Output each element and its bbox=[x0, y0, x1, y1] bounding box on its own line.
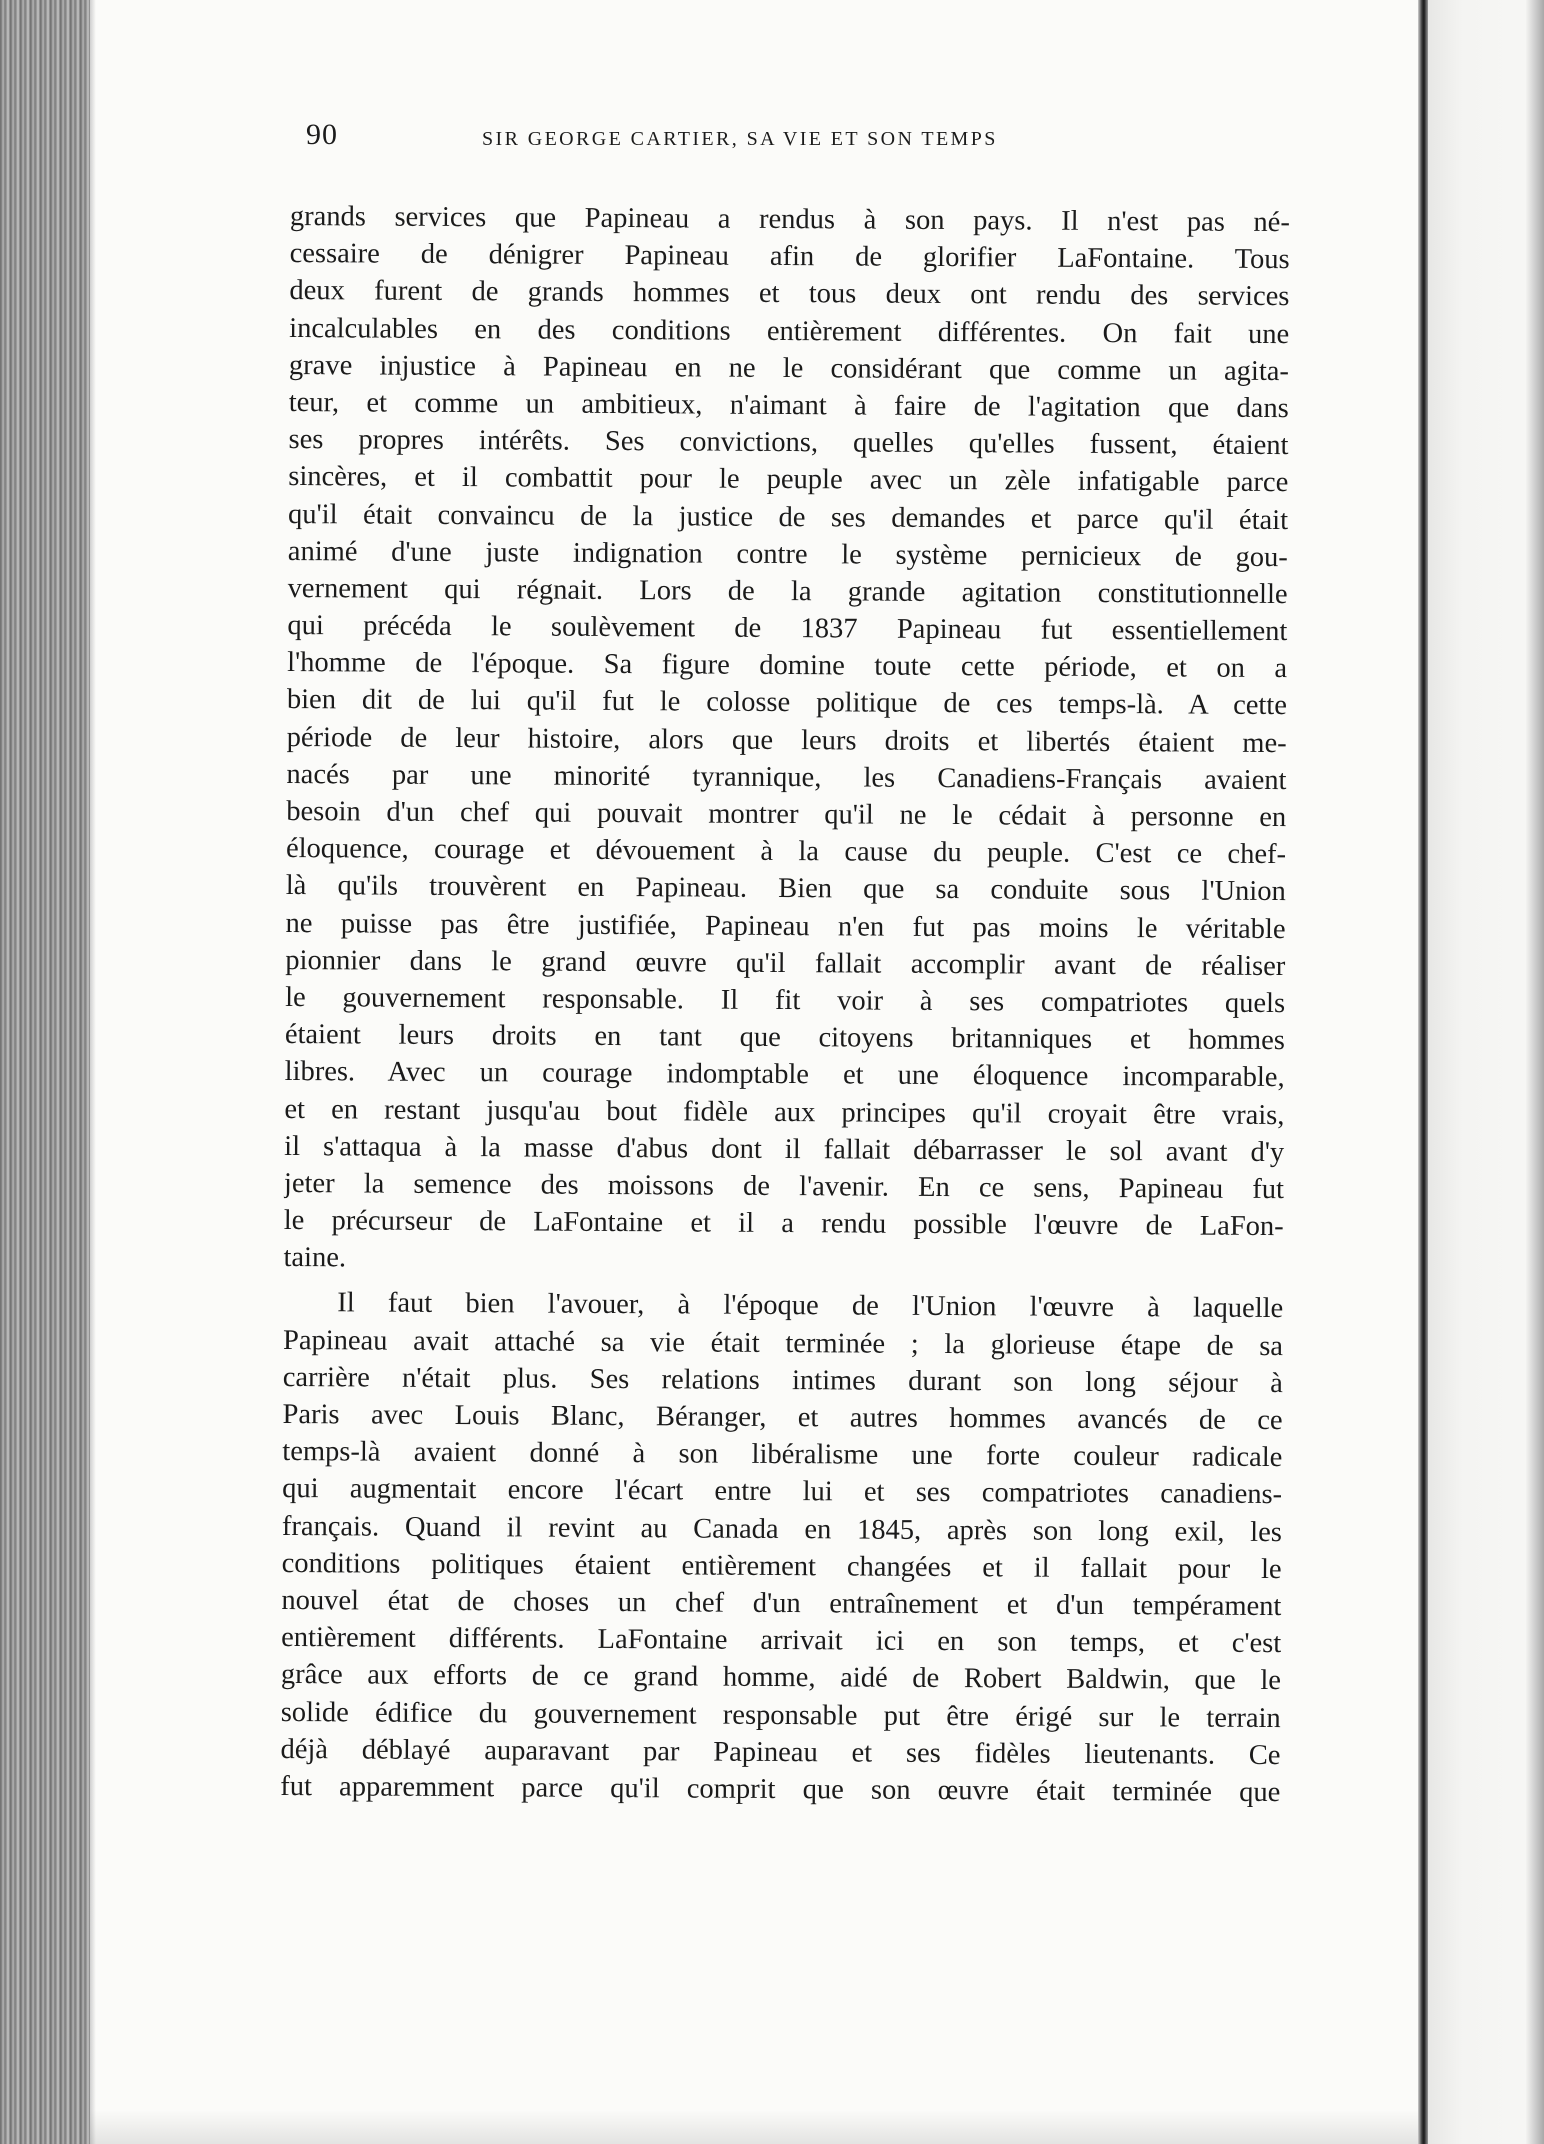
text-line: nacés par une minorité tyrannique, les Canadiens-Français avaient bbox=[286, 758, 1287, 796]
text-line: Il faut bien l'avouer, à l'époque de l'Union l'œuvre à laquelle bbox=[337, 1287, 1284, 1325]
text-line: le gouvernement responsable. Il fit voir à ses compatriotes quels bbox=[285, 981, 1286, 1020]
facing-page-edge bbox=[1526, 0, 1544, 2144]
text-line: besoin d'un chef qui pouvait montrer qu'il ne le cédait à personne en bbox=[286, 795, 1287, 834]
text-line: incalculables en des conditions entièrement différentes. On fait une bbox=[289, 312, 1290, 350]
text-line: le précurseur de LaFontaine et il a rendu possible l'œuvre de LaFon- bbox=[283, 1205, 1284, 1243]
text-line: taine. bbox=[283, 1242, 347, 1274]
text-line: grands services que Papineau a rendus à son pays. Il n'est pas né- bbox=[289, 200, 1290, 239]
text-line: là qu'ils trouvèrent en Papineau. Bien que sa conduite sous l'Union bbox=[285, 870, 1286, 908]
text-line: vernement qui régnait. Lors de la grande agitation constitutionnelle bbox=[287, 572, 1288, 610]
text-line: solide édifice du gouvernement responsable put être érigé sur le terrain bbox=[280, 1696, 1281, 1734]
text-line: pionnier dans le grand œuvre qu'il fallait accomplir avant de réaliser bbox=[285, 944, 1286, 982]
text-line: libres. Avec un courage indomptable et une éloquence incomparable, bbox=[284, 1056, 1285, 1094]
text-line: ses propres intérêts. Ses convictions, quelles qu'elles fussent, étaient bbox=[288, 424, 1289, 462]
text-line: Papineau avait attaché sa vie était terminée ; la glorieuse étape de sa bbox=[282, 1324, 1284, 1362]
page-number: 90 bbox=[306, 118, 338, 151]
text-line: français. Quand il revint au Canada en 1845, après son long exil, les bbox=[281, 1510, 1282, 1548]
text-line: déjà déblayé auparavant par Papineau et ses fidèles lieutenants. Ce bbox=[280, 1733, 1281, 1771]
text-line: ne puisse pas être justifiée, Papineau n'en fut pas moins le véritable bbox=[285, 907, 1286, 945]
text-line: grâce aux efforts de ce grand homme, aidé de Robert Baldwin, que le bbox=[280, 1659, 1282, 1697]
page-content bbox=[280, 118, 1290, 2098]
text-line: sincères, et il combattit pour le peuple avec un zèle infatigable parce bbox=[288, 461, 1289, 499]
text-line: carrière n'était plus. Ses relations intimes durant son long séjour à bbox=[282, 1361, 1283, 1399]
text-line: étaient leurs droits en tant que citoyens britanniques et hommes bbox=[284, 1019, 1285, 1057]
paragraph-2 bbox=[280, 1284, 1283, 1811]
text-line: entièrement différents. LaFontaine arrivait ici en son temps, et c'est bbox=[281, 1622, 1282, 1660]
text-line: conditions politiques étaient entièrement changées et il fallait pour le bbox=[281, 1547, 1282, 1585]
running-head bbox=[306, 118, 1306, 158]
text-line: teur, et comme un ambitieux, n'aimant à faire de l'agitation que dans bbox=[288, 386, 1289, 425]
page-bottom-shadow bbox=[90, 2110, 1418, 2144]
text-line: qui précéda le soulèvement de 1837 Papineau fut essentiellement bbox=[287, 610, 1288, 648]
text-line: animé d'une juste indignation contre le système pernicieux de gou- bbox=[287, 535, 1288, 573]
text-line: qui augmentait encore l'écart entre lui et ses compatriotes canadiens- bbox=[282, 1473, 1283, 1511]
text-line: nouvel état de choses un chef d'un entraînement et d'un tempérament bbox=[281, 1584, 1282, 1623]
text-line: Paris avec Louis Blanc, Béranger, et autres hommes avancés de ce bbox=[282, 1398, 1283, 1437]
text-line: éloquence, courage et dévouement à la cause du peuple. C'est ce chef- bbox=[285, 833, 1287, 871]
text-line: fut apparemment parce qu'il comprit que son œuvre était terminée que bbox=[280, 1770, 1281, 1808]
body-text bbox=[280, 198, 1290, 1811]
book-page-edges bbox=[0, 0, 90, 2144]
text-line: grave injustice à Papineau en ne le considérant que comme un agita- bbox=[288, 349, 1290, 387]
paragraph-1 bbox=[283, 198, 1290, 1283]
text-line: période de leur histoire, alors que leurs droits et libertés étaient me- bbox=[286, 721, 1287, 759]
text-line: temps-là avaient donné à son libéralisme une forte couleur radicale bbox=[282, 1436, 1283, 1474]
text-line: deux furent de grands hommes et tous deux ont rendu des services bbox=[289, 275, 1290, 313]
text-line: il s'attaqua à la masse d'abus dont il fallait débarrasser le sol avant d'y bbox=[284, 1130, 1285, 1168]
text-line: jeter la semence des moissons de l'avenir. En ce sens, Papineau fut bbox=[283, 1167, 1285, 1205]
text-line: bien dit de lui qu'il fut le colosse politique de ces temps-là. A cette bbox=[286, 684, 1288, 722]
text-line: et en restant jusqu'au bout fidèle aux principes qu'il croyait être vrais, bbox=[284, 1093, 1285, 1131]
text-line: cessaire de dénigrer Papineau afin de glorifier LaFontaine. Tous bbox=[289, 238, 1290, 276]
text-line: qu'il était convaincu de la justice de ses demandes et parce qu'il était bbox=[287, 498, 1289, 536]
running-title: SIR GEORGE CARTIER, SA VIE ET SON TEMPS bbox=[482, 128, 998, 150]
text-line: l'homme de l'époque. Sa figure domine toute cette période, et on a bbox=[287, 647, 1288, 685]
book-gutter bbox=[1418, 0, 1428, 2144]
